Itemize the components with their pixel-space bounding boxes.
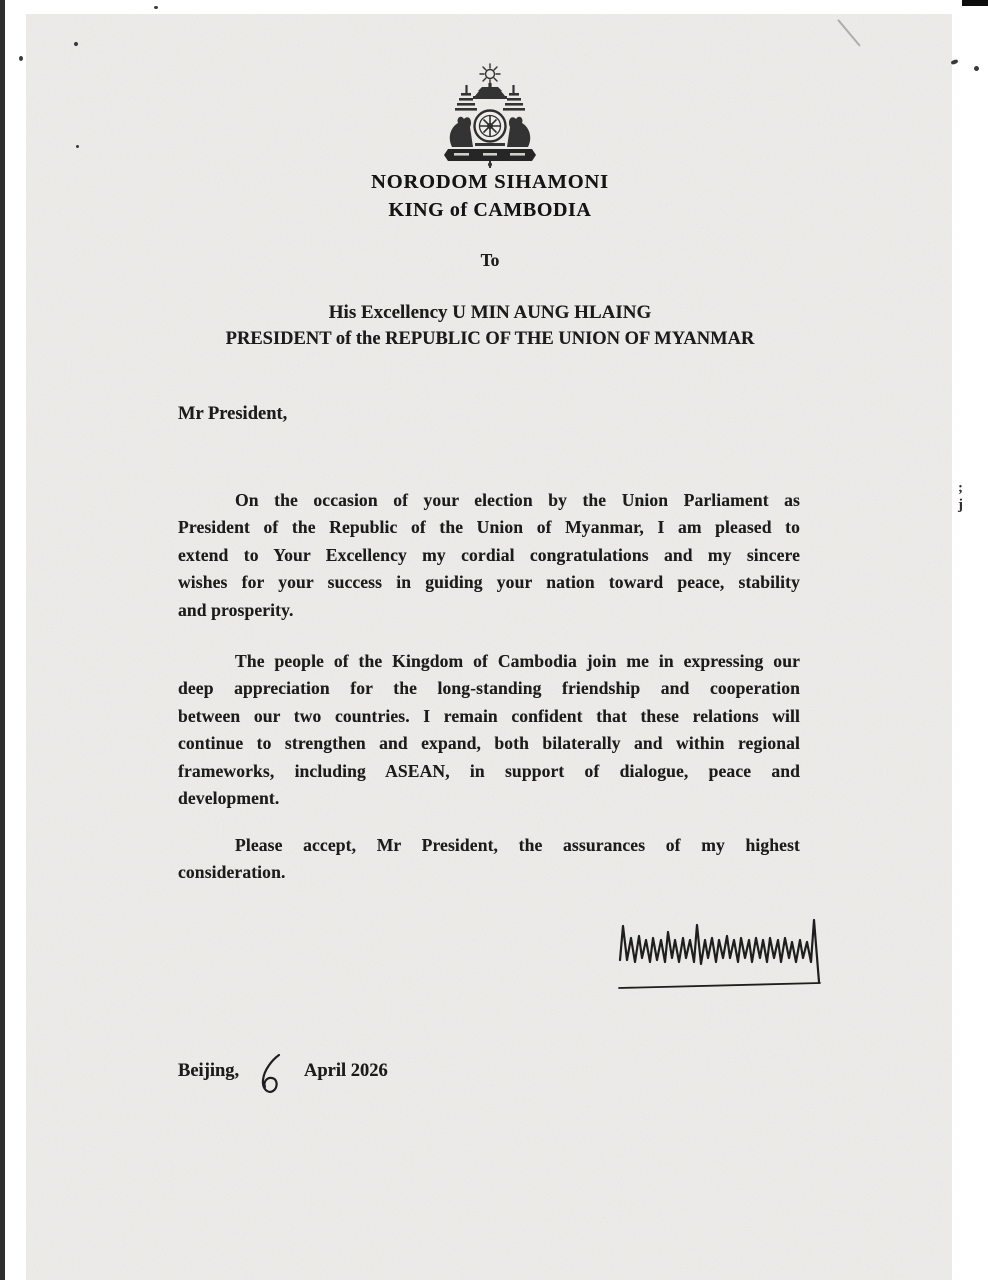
scan-artifact-speck bbox=[951, 59, 959, 65]
scanner-edge-strip bbox=[0, 0, 5, 1280]
body-line: between our two countries. I remain confident that these relations will bbox=[178, 705, 800, 726]
royal-arms-of-cambodia-icon bbox=[442, 63, 538, 169]
body-line: President of the Republic of the Union of Myanmar, I am pleased to bbox=[178, 517, 800, 538]
body-paragraph-3 bbox=[178, 832, 800, 887]
body-line: frameworks, including ASEAN, in support of dialogue, peace and bbox=[178, 760, 800, 781]
recipient-title: PRESIDENT of the REPUBLIC OF THE UNION OF MYANMAR bbox=[225, 329, 755, 349]
body-line: Please accept, Mr President, the assurances of my highest bbox=[235, 835, 800, 855]
scan-artifact-speck bbox=[154, 6, 158, 9]
body-line: continue to strengthen and expand, both bilaterally and within regional bbox=[178, 733, 800, 754]
scan-artifact-corner-bar bbox=[962, 0, 988, 6]
handwritten-signature-icon bbox=[616, 910, 844, 1000]
scan-artifact-speck bbox=[19, 56, 23, 61]
body-paragraph-1 bbox=[178, 487, 800, 624]
body-line: wishes for your success in guiding your nation toward peace, stability bbox=[178, 572, 800, 593]
body-line: and prosperity. bbox=[178, 599, 294, 620]
body-line: extend to Your Excellency my cordial congratulations and my sincere bbox=[178, 544, 800, 565]
scan-artifact-speck bbox=[76, 145, 79, 148]
body-line: development. bbox=[178, 787, 280, 808]
dateline-day-handwritten bbox=[258, 1052, 284, 1098]
body-paragraph-2 bbox=[178, 648, 800, 812]
letterhead-title: NORODOM SIHAMONI bbox=[371, 171, 609, 193]
body-line: consideration. bbox=[178, 862, 286, 883]
scan-artifact-margin-mark: ; j bbox=[958, 480, 963, 513]
dateline-place: Beijing, bbox=[178, 1061, 240, 1081]
body-line: deep appreciation for the long-standing friendship and cooperation bbox=[178, 678, 800, 699]
body-line: The people of the Kingdom of Cambodia join me in expressing our bbox=[235, 651, 800, 671]
salutation: Mr President, bbox=[178, 404, 288, 424]
body-line: On the occasion of your election by the Union Parliament as bbox=[235, 490, 800, 510]
scan-artifact-speck bbox=[973, 65, 980, 72]
recipient-to-label: To bbox=[480, 250, 500, 270]
recipient-name: His Excellency U MIN AUNG HLAING bbox=[328, 302, 652, 323]
dateline-month-year: April 2026 bbox=[304, 1061, 388, 1081]
letterhead-subtitle: KING of CAMBODIA bbox=[388, 199, 592, 221]
